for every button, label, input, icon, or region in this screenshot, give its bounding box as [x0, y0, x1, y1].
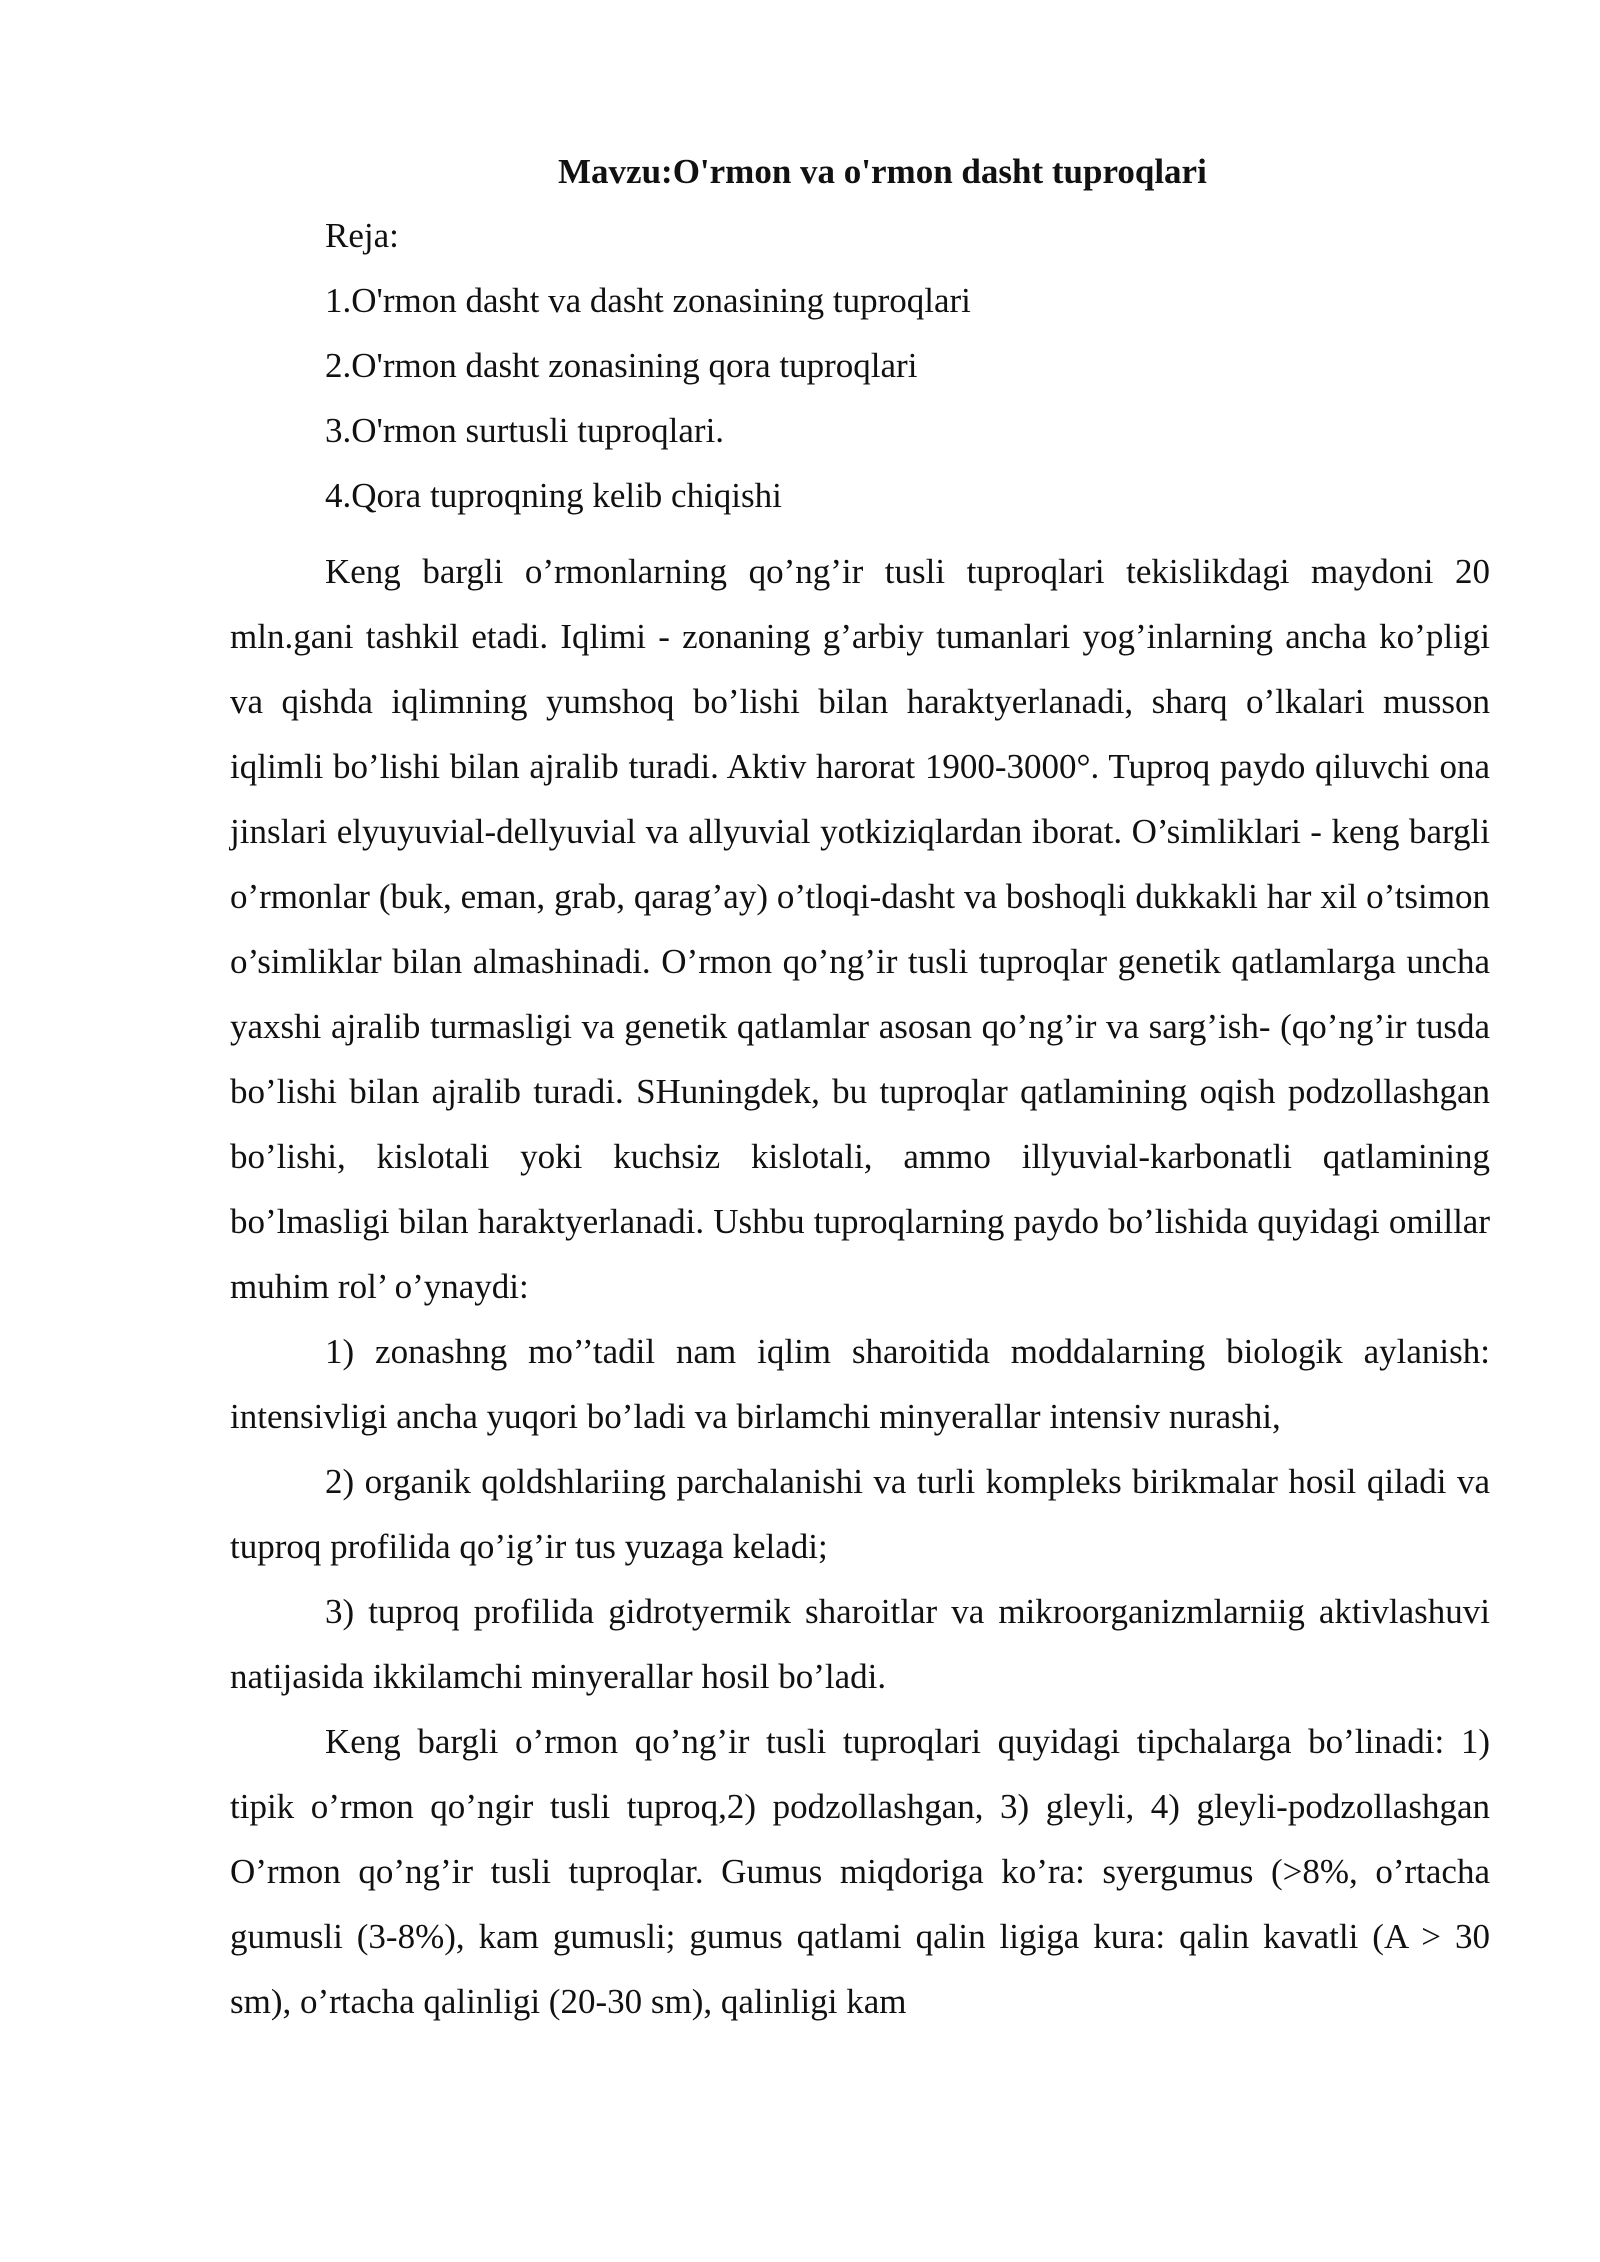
plan-label: Reja:	[325, 216, 399, 255]
plan-item: 1.O'rmon dasht va dasht zonasining tuproqlari	[325, 281, 971, 320]
document-page	[230, 150, 1490, 2034]
body-paragraph: 1) zonashng mo’’tadil nam iqlim sharoitida moddalarning biologik aylanish: intensivligi ancha yuqori bo’ladi va birlamchi minyerallar intensiv nurashi,	[230, 1332, 1490, 1436]
plan-item: 4.Qora tuproqning kelib chiqishi	[325, 476, 782, 515]
plan-item: 2.O'rmon dasht zonasining qora tuproqlari	[325, 346, 918, 385]
plan-item: 3.O'rmon surtusli tuproqlari.	[325, 411, 725, 450]
body-paragraph: 2) organik qoldshlariing parchalanishi va turli kompleks birikmalar hosil qiladi va tuproq profilida qo’ig’ir tus yuzaga keladi;	[230, 1462, 1490, 1566]
document-title: Mavzu:O'rmon va o'rmon dasht tuproqlari	[558, 152, 1207, 191]
body-paragraph: 3) tuproq profilida gidrotyermik sharoitlar va mikroorganizmlarniig aktivlashuvi natijasida ikkilamchi minyerallar hosil bo’ladi.	[230, 1592, 1490, 1696]
body-paragraph: Keng bargli o’rmonlarning qo’ng’ir tusli tuproqlari tekislikdagi maydoni 20 mln.gani tashkil etadi. Iqlimi - zonaning g’arbiy tumanlari yog’inlarning ancha ko’pligi va qishda iqlimning yumshoq bo’lishi bilan haraktyerlanadi, sharq o’lkalari musson iqlimli bo’lishi bilan ajralib turadi. Aktiv harorat 1900-3000°. Tuproq paydo qiluvchi ona jinslari elyuyuvial-dellyuvial va allyuvial yotkiziqlardan iborat. O’simliklari - keng bargli o’rmonlar (buk, eman, grab, qarag’ay) o’tloqi-dasht va boshoqli dukkakli har xil o’tsimon o’simliklar bilan almashinadi. O’rmon qo’ng’ir tusli tuproqlar genetik qatlamlarga uncha yaxshi ajralib turmasligi va genetik qatlamlar asosan qo’ng’ir va sarg’ish- (qo’ng’ir tusda bo’lishi bilan ajralib turadi. SHuningdek, bu tuproqlar qatlamining oqish podzollashgan bo’lishi, kislotali yoki kuchsiz kislotali, ammo illyuvial-karbonatli qatlamining bo’lmasligi bilan haraktyerlanadi. Ushbu tuproqlarning paydo bo’lishida quyidagi omillar muhim rol’ o’ynaydi:	[230, 552, 1490, 1306]
body-paragraph: Keng bargli o’rmon qo’ng’ir tusli tuproqlari quyidagi tipchalarga bo’linadi: 1) tipik o’rmon qo’ngir tusli tuproq,2) podzollashgan, 3) gleyli, 4) gleyli-podzollashgan O’rmon qo’ng’ir tusli tuproqlar. Gumus miqdoriga ko’ra: syergumus (>8%, o’rtacha gumusli (3-8%), kam gumusli; gumus qatlami qalin ligiga kura: qalin kavatli (A > 30 sm), o’rtacha qalinligi (20-30 sm), qalinligi kam	[230, 1722, 1490, 2021]
